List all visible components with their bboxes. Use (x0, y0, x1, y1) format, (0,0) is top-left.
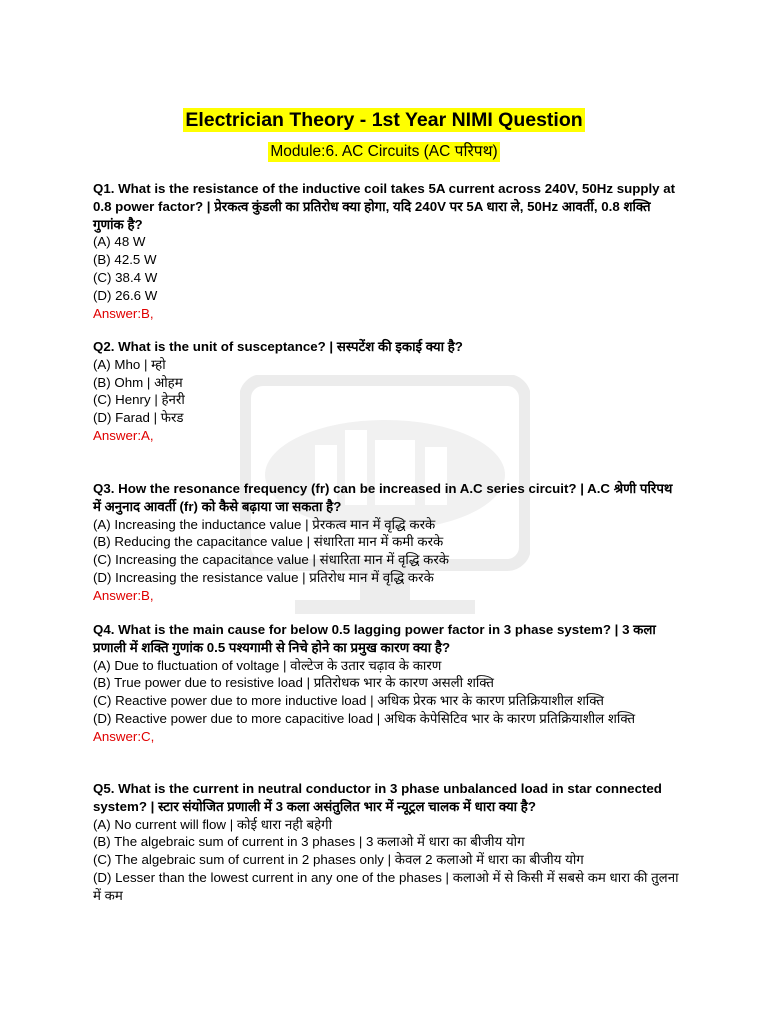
question-3 (93, 480, 683, 605)
option-b: (B) Ohm | ओहम (93, 374, 183, 390)
document-title: Electrician Theory - 1st Year NIMI Question (185, 109, 583, 131)
question-1 (93, 180, 683, 322)
option-b: (B) Reducing the capacitance value | संधारिता मान में कमी करके (93, 534, 444, 550)
option-a: (A) 48 W (93, 234, 146, 250)
question-4 (93, 621, 683, 746)
question-stem: Q4. What is the main cause for below 0.5 lagging power factor in 3 phase system? | 3 कला प्रणाली में शक्ति गुणांक 0.5 पश्यगामी से निचे होने का प्रमुख कारण क्या है? (93, 622, 656, 655)
option-a: (A) Mho | म्हो (93, 356, 166, 372)
document-subtitle: Module:6. AC Circuits (AC परिपथ) (270, 143, 498, 160)
answer-text: Answer:B, (93, 305, 154, 321)
option-d: (D) Reactive power due to more capacitive load | अधिक केपेसिटिव भार के कारण प्रतिक्रियाशील शक्ति (93, 710, 636, 726)
option-d: (D) 26.6 W (93, 287, 158, 303)
option-b: (B) The algebraic sum of current in 3 phases | 3 कलाओ में धारा का बीजीय योग (93, 834, 525, 850)
option-c: (C) Henry | हेनरी (93, 392, 185, 408)
answer-text: Answer:C, (93, 728, 155, 744)
option-d: (D) Lesser than the lowest current in any one of the phases | कलाओ में से किसी में सबसे कम धारा की तुलना में कम (93, 869, 679, 903)
option-d: (D) Farad | फेरड (93, 410, 184, 426)
option-a: (A) No current will flow | कोई धारा नही बहेगी (93, 816, 333, 832)
option-c: (C) Reactive power due to more inductive load | अधिक प्रेरक भार के कारण प्रतिक्रियाशील शक्ति (93, 693, 604, 709)
question-stem: Q3. How the resonance frequency (fr) can be increased in A.C series circuit? | A.C श्रेणी परिपथ में अनुनाद आवर्ती (fr) को कैसे बढ़ाया जा सकता है? (93, 481, 673, 514)
question-2 (93, 338, 683, 445)
question-stem: Q5. What is the current in neutral conductor in 3 phase unbalanced load in star connected system? | स्टार संयोजित प्रणाली में 3 कला असंतुलित भार में न्यूट्रल चालक में धारा क्या है? (93, 781, 662, 814)
answer-text: Answer:A, (93, 427, 154, 443)
option-d: (D) Increasing the resistance value | प्रतिरोध मान में वृद्धि करके (93, 569, 434, 585)
option-c: (C) 38.4 W (93, 269, 158, 285)
question-5 (93, 780, 683, 905)
option-c: (C) The algebraic sum of current in 2 phases only | केवल 2 कलाओ में धारा का बीजीय योग (93, 852, 584, 868)
option-b: (B) 42.5 W (93, 252, 157, 268)
question-stem: Q1. What is the resistance of the inductive coil takes 5A current across 240V, 50Hz supply at 0.8 power factor? | प्रेरकत्व कुंडली का प्रतिरोध क्या होगा, यदि 240V पर 5A धारा ले, 50Hz आवर्ती, 0.8 शक्ति गुणांक है? (93, 181, 676, 232)
question-stem: Q2. What is the unit of susceptance? | सस्पटेंश की इकाई क्या है? (93, 339, 463, 354)
option-a: (A) Increasing the inductance value | प्रेरकत्व मान में वृद्धि करके (93, 516, 436, 532)
answer-text: Answer:B, (93, 587, 154, 603)
option-a: (A) Due to fluctuation of voltage | वोल्टेज के उतार चढ़ाव के कारण (93, 657, 442, 673)
option-c: (C) Increasing the capacitance value | संधारिता मान में वृद्धि करके (93, 552, 450, 568)
option-b: (B) True power due to resistive load | प्रतिरोधक भार के कारण असली शक्ति (93, 675, 495, 691)
